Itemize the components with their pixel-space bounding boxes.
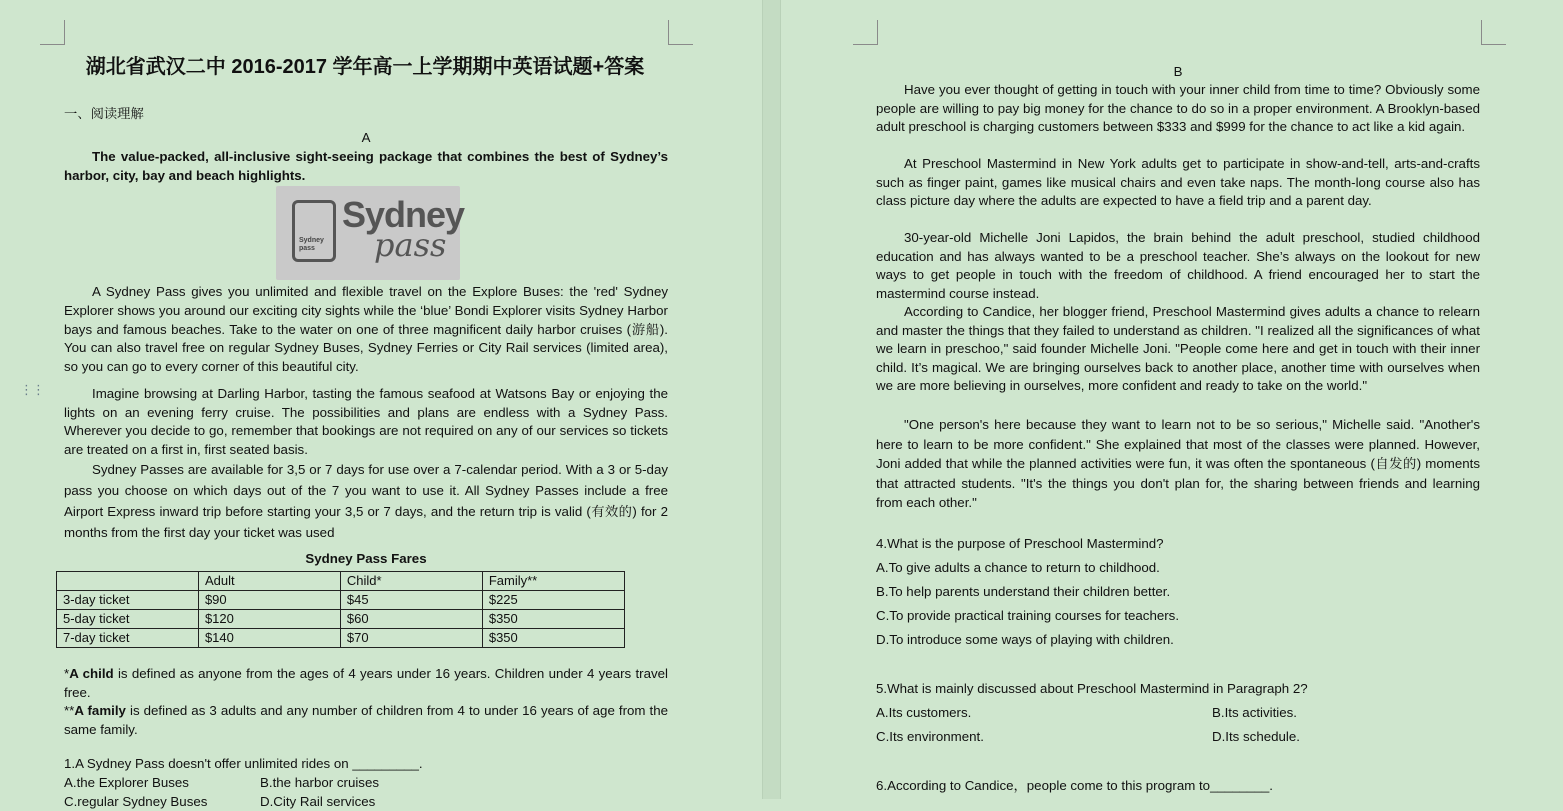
question-1-stem: 1.A Sydney Pass doesn't offer unlimited rides on _________. [64,756,423,771]
document-page-left [0,0,762,809]
passage-label-a: A [361,130,371,145]
passage-b-paragraph: According to Candice, her blogger friend, Preschool Mastermind gives adults a chance to relearn and master the things that they failed to understand as children. "I realized all the significances of what we learn in preschoo," said founder Michelle Joni. "People come here and get in touch with their inner child. It’s magical. We are bringing ourselves back to another place, another time with ourselves when we are more believing in ourselves, more confident and ready to take on the world." [876,304,1480,394]
passage-a-paragraph: A Sydney Pass gives you unlimited and flexible travel on the Explore Buses: the 'red' Sydney Explorer shows you around our exciting city sights while the ‘blue’ Bondi Explorer visits Sydney Harbor bays and famous beaches. Take to the water on one of three magnificent daily harbor cruises (游船). You can also travel free on regular Sydney Buses, Sydney Ferries or City Rail services (limited area), so you can go to every corner of this beautiful city. [64,284,668,375]
table-row: 5-day ticket $120 $60 $350 [57,610,625,629]
passage-b-paragraph: At Preschool Mastermind in New York adults get to participate in show-and-tell, arts-and-crafts such as finger paint, games like musical chairs and even take naps. The month-long course also has class picture day where the adults are expected to have a field trip and a parent day. [876,156,1480,209]
passage-label-b: B [1173,64,1183,79]
table-row: 7-day ticket $140 $70 $350 [57,629,625,648]
passage-a-paragraph: Imagine browsing at Darling Harbor, tasting the famous seafood at Watsons Bay or enjoying the lights on an evening ferry cruise. The possibilities and plans are endless with a Sydney Pass. Wherever you decide to go, remember that bookings are not required on any of our services so tickets are treated on a first in, first seated basis. [64,386,668,457]
question-4-option-b: B.To help parents understand their children better. [876,584,1171,599]
question-4-option-a: A.To give adults a chance to return to childhood. [876,560,1160,575]
section-heading: 一、阅读理解 [64,106,144,121]
question-1-option-b: B.the harbor cruises [260,775,379,790]
sydney-pass-logo: Sydney pass Sydney pass [276,186,460,280]
passage-a-intro: The value-packed, all-inclusive sight-seeing package that combines the best of Sydney’s harbor, city, bay and beach highlights. [64,149,668,183]
crop-mark-top-right [1481,20,1506,45]
question-5-option-c: C.Its environment. [876,729,984,744]
question-4-option-c: C.To provide practical training courses for teachers. [876,608,1180,623]
crop-mark-top-left [40,20,65,45]
fares-table [56,571,625,648]
question-4-stem: 4.What is the purpose of Preschool Mastermind? [876,536,1164,551]
question-4-option-d: D.To introduce some ways of playing with children. [876,632,1174,647]
family-definition-note: **A family is defined as 3 adults and any number of children from 4 to under 16 years of age from the same family. [64,703,668,737]
table-row: 3-day ticket $90 $45 $225 [57,591,625,610]
page-gutter [762,0,781,799]
passage-b-paragraph: "One person's here because they want to learn not to be so serious," Michelle said. "Another's here to learn to be more confident." She explained that most of the classes were planned. However, Joni added that while the planned activities were fun, it was often the spontaneous (自发的) moments that attracted students. "It's the things you don't plan for, the sharing between friends and learning from each other." [876,417,1480,511]
question-1-option-a: A.the Explorer Buses [64,775,189,790]
tram-icon: Sydney pass [292,200,336,262]
question-1-option-d: D.City Rail services [260,794,376,809]
child-definition-note: *A child is defined as anyone from the ages of 4 years under 16 years. Children under 4 years travel free. [64,666,668,700]
drag-handle-icon[interactable]: ⋮⋮ [20,382,44,397]
crop-mark-top-left [853,20,878,45]
question-5-option-b: B.Its activities. [1212,705,1297,720]
question-1-option-c: C.regular Sydney Buses [64,794,208,809]
question-5-stem: 5.What is mainly discussed about Preschool Mastermind in Paragraph 2? [876,681,1308,696]
document-page-right [781,0,1563,799]
passage-b-paragraph: 30-year-old Michelle Joni Lapidos, the brain behind the adult preschool, studied childhood education and has always wanted to be a preschool teacher. She’s always on the lookout for new ways to get people in touch with the freedom of childhood. A friend encouraged her to start the mastermind course instead. [876,230,1480,301]
crop-mark-top-right [668,20,693,45]
question-6-stem: 6.According to Candice，people come to this program to________. [876,778,1273,793]
fares-table-caption: Sydney Pass Fares [305,551,427,566]
question-5-option-d: D.Its schedule. [1212,729,1300,744]
passage-b-paragraph: Have you ever thought of getting in touch with your inner child from time to time? Obviously some people are willing to pay big money for the chance to do so in a proper environment. A Brooklyn-based adult preschool is charging customers between $333 and $999 for the chance to act like a kid again. [876,82,1480,135]
page-title: 湖北省武汉二中 2016-2017 学年高一上学期期中英语试题+答案 [85,56,645,78]
question-5-option-a: A.Its customers. [876,705,972,720]
passage-a-paragraph: Sydney Passes are available for 3,5 or 7 days for use over a 7-calendar period. With a 3 or 5-day pass you choose on which days out of the 7 you want to use it. All Sydney Passes include a free Airport Express inward trip before starting your 3,5 or 7 days, and the return trip is valid (有效的) for 2 months from the first day your ticket was used [64,462,668,540]
table-header-row: Adult Child* Family** [57,572,625,591]
